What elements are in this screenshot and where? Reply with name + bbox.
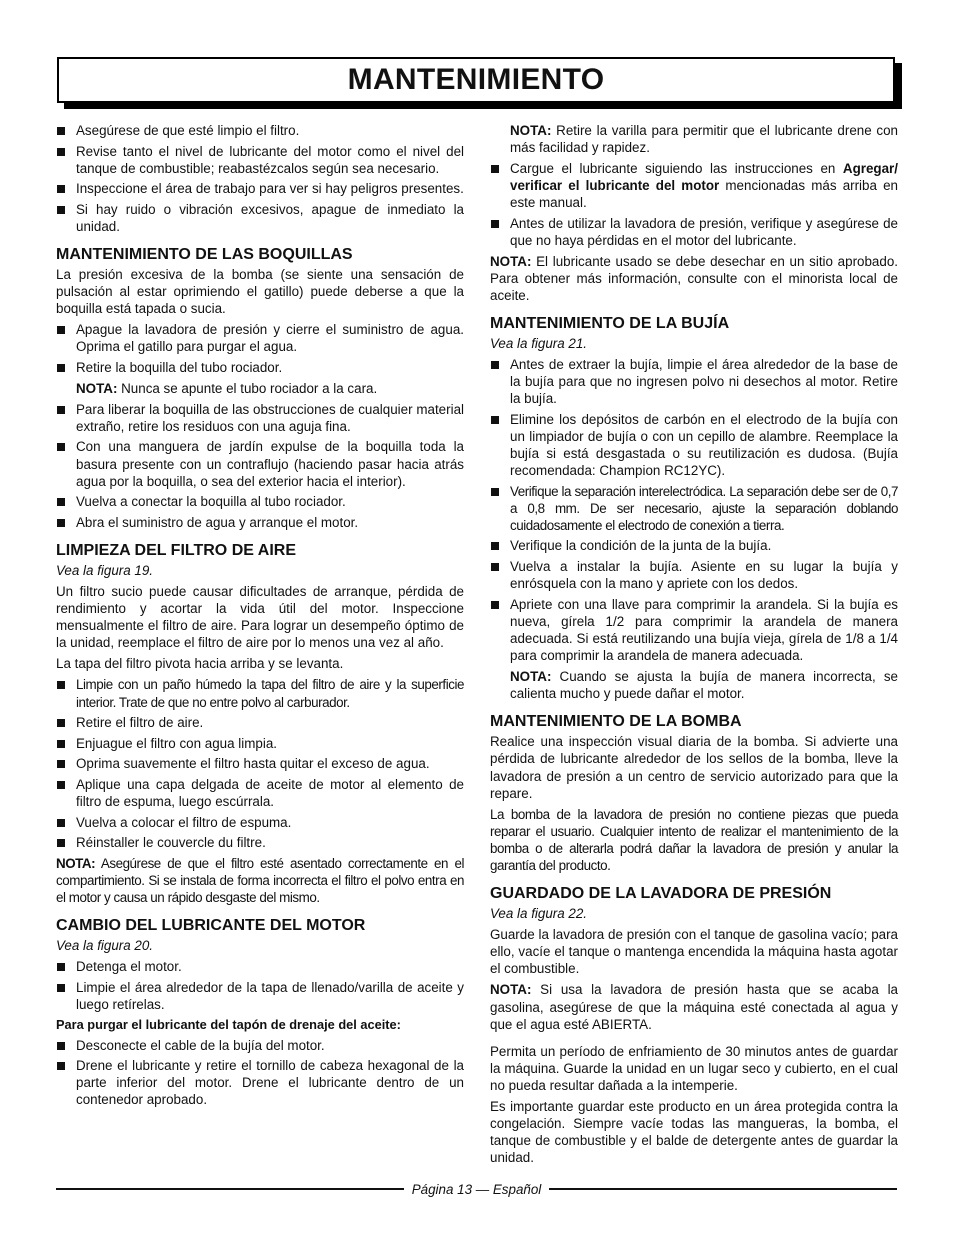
list-item: Asegúrese de que esté limpio el filtro. [56, 122, 464, 139]
spark-note [510, 668, 898, 702]
air-filter-ref: Vea la figura 19. [56, 562, 154, 578]
list-item: Antes de utilizar la lavadora de presión, verifique y asegúrese de que no haya pérdidas en el motor del lubricante. [490, 215, 898, 249]
list-item-text: Cargue el lubricante siguiendo las instrucciones en [510, 161, 843, 177]
note-text: Si usa la lavadora de presión hasta que se acaba la gasolina, asegúrese de que la máquina esté conectada al agua y que el agua esté ABIERTA. [490, 982, 898, 1032]
spark-heading: MANTENIMIENTO DE LA BUJÍA [490, 314, 730, 332]
list-item: Desconecte el cable de la bujía del motor. [56, 1037, 464, 1054]
note-text: El lubricante usado se debe desechar en un sitio aprobado. Para obtener más información, consulte con el minorista local de aceite. [490, 253, 898, 303]
oil-drain-list [56, 1037, 464, 1109]
list-item: Drene el lubricante y retire el tornillo de cabeza hexagonal de la parte inferior del motor. Drene el lubricante dentro de un contenedor aprobado. [56, 1057, 464, 1108]
oil-cont-list [490, 160, 898, 249]
list-item: Inspeccione el área de trabajo para ver si hay peligros presentes. [56, 180, 464, 197]
note-label: NOTA: [76, 381, 118, 397]
storage-heading: GUARDADO DE LA LAVADORA DE PRESIÓN [490, 885, 832, 903]
nozzle-note [76, 380, 464, 397]
note-text: Cuando se ajusta la bujía de manera incorrecta, se calienta mucho y puede dañar el motor. [510, 669, 898, 702]
list-item [490, 160, 898, 211]
right-column [490, 122, 898, 1170]
list-item: Oprima suavemente el filtro hasta quitar el exceso de agua. [56, 755, 464, 772]
note-label: NOTA: [510, 123, 552, 138]
pump-p1: Realice una inspección visual diaria de la bomba. Si advierte una pérdida de lubricante alrededor de los sellos de la bomba, lleve la lavadora de presión a un centro de servicio autorizado para que la repare. [490, 734, 898, 801]
list-item: Enjuague el filtro con agua limpia. [56, 735, 464, 752]
note-label: NOTA: [510, 669, 552, 685]
air-filter-note [56, 855, 464, 906]
air-filter-p1: Un filtro sucio puede causar dificultades de arranque, pérdida de rendimiento y acortar la vida útil del motor. Inspeccione mensualmente el filtro de aire. Para lograr un desempeño óptimo de la unidad, reemplace el filtro de aire por lo menos una vez al año. [56, 583, 464, 651]
oil-change-list [56, 958, 464, 1013]
intro-list [56, 122, 464, 235]
storage-p1: Guarde la lavadora de presión con el tanque de gasolina vacío; para ello, vacíe el tanque o mantenga encendida la máquina hasta agotar el combustible. [490, 927, 898, 977]
list-item: Réinstaller le couvercle du filtre. [56, 834, 464, 851]
list-item: Vuelva a instalar la bujía. Asiente en su lugar la bujía y enrósquela con la mano y apriete con los dedos. [490, 558, 898, 592]
list-item-text: mencionadas más arriba en este manual. [510, 178, 898, 211]
list-item: Vuelva a colocar el filtro de espuma. [56, 814, 464, 831]
list-item-text: Retire la boquilla del tubo rociador. [76, 360, 283, 376]
list-item: Aplique una capa delgada de aceite de motor al elemento de filtro de espuma, luego escúrrala. [56, 776, 464, 810]
oil-note-1 [490, 122, 898, 156]
list-item: Verifique la separación interelectródica. La separación debe ser de 0,7 a 0,8 mm. De ser necesario, ajuste la separación doblando cuidadosamente el electrodo de conexión a tierra. [490, 483, 898, 534]
pump-heading: MANTENIMIENTO DE LA BOMBA [490, 713, 742, 731]
note-label: NOTA: [56, 855, 96, 871]
footer-rule-right [549, 1188, 897, 1190]
list-item: Revise tanto el nivel de lubricante del motor como el nivel del tanque de combustible; reabastézcalos según sea necesario. [56, 143, 464, 177]
storage-p2: Permita un período de enfriamiento de 30 minutos antes de guardar la máquina. Guarde la unidad en un lugar seco y cubierto, en el cual no pueda resultar dañada a la intemperie. [490, 1043, 898, 1093]
list-item: Limpie el área alrededor de la tapa de llenado/varilla de aceite y luego retírelas. [56, 979, 464, 1013]
page-number: Página 13 — Español [411, 1181, 542, 1197]
list-item: Con una manguera de jardín expulse de la boquilla toda la basura presente con un contraflujo (haciendo pasar hacia atrás agua por la boquilla, o sea del exterior hacia el interior). [56, 438, 464, 489]
spark-ref: Vea la figura 21. [490, 335, 588, 351]
page-title-box [57, 57, 895, 103]
list-item: Retire el filtro de aire. [56, 714, 464, 731]
spark-list [490, 356, 898, 702]
oil-drain-subheading: Para purgar el lubricante del tapón de drenaje del aceite: [56, 1017, 401, 1033]
list-item: Limpie con un paño húmedo la tapa del filtro de aire y la superficie interior. Trate de que no entre polvo al carburador. [56, 676, 464, 710]
storage-ref: Vea la figura 22. [490, 906, 588, 922]
oil-note-2 [490, 253, 898, 304]
storage-note [490, 981, 898, 1032]
note-label: NOTA: [490, 253, 532, 269]
note-text: Nunca se apunte el tubo rociador a la cara. [117, 381, 378, 397]
list-item: Elimine los depósitos de carbón en el electrodo de la bujía con un limpiador de bujía o con un cepillo de alambre. Reemplace la bujía si está desgastada o su reutilización es dudosa. (Bujía recomendada: Champion RC12YC). [490, 411, 898, 479]
nozzle-heading: MANTENIMIENTO DE LAS BOQUILLAS [56, 246, 353, 264]
note-label: NOTA: [490, 982, 532, 998]
air-filter-heading: LIMPIEZA DEL FILTRO DE AIRE [56, 541, 296, 559]
page-title: MANTENIMIENTO [347, 63, 605, 96]
list-item: Antes de extraer la bujía, limpie el área alrededor de la base de la bujía para que no ingresen polvo ni desechos al motor. Retire la bujía. [490, 356, 898, 407]
list-item: Si hay ruido o vibración excesivos, apague de inmediato la unidad. [56, 201, 464, 235]
note-text: Asegúrese de que el filtro esté asentado correctamente en el compartimiento. Si se instala de forma incorrecta el filtro el polvo entra en el motor y causa un rápido desgaste del mismo. [56, 855, 464, 905]
list-item: Abra el suministro de agua y arranque el motor. [56, 514, 464, 531]
list-item [56, 359, 464, 397]
list-item: Detenga el motor. [56, 958, 464, 975]
pump-p2: La bomba de la lavadora de presión no contiene piezas que pueda reparar el usuario. Cualquier intento de realizar el mantenimiento de la bomba o de alterarla podrá dañar la lavadora de presión y anular la garantía del producto. [490, 806, 898, 873]
list-item: Verifique la condición de la junta de la bujía. [490, 537, 898, 554]
list-item-text: Apriete con una llave para comprimir la arandela. Si la bujía es nueva, gírela 1/2 para comprimir la arandela de manera adecuada. Si está reutilizando una bujía vieja, gírela de 1/8 a 1/4 para comprimir la arandela de manera adecuada. [510, 596, 898, 664]
list-item: Apague la lavadora de presión y cierre el suministro de agua. Oprima el gatillo para purgar el agua. [56, 321, 464, 355]
nozzle-list [56, 321, 464, 531]
air-filter-list [56, 676, 464, 851]
oil-change-ref: Vea la figura 20. [56, 938, 154, 954]
footer-rule-left [56, 1188, 404, 1190]
list-item: Vuelva a conectar la boquilla al tubo rociador. [56, 493, 464, 510]
note-text: Retire la varilla para permitir que el lubricante drene con más facilidad y rapidez. [510, 123, 898, 156]
air-filter-p2: La tapa del filtro pivota hacia arriba y se levanta. [56, 656, 344, 672]
nozzle-intro: La presión excesiva de la bomba (se siente una sensación de pulsación al estar oprimiendo el gatillo) puede deberse a que la boquilla está tapada o sucia. [56, 267, 464, 317]
list-item: Para liberar la boquilla de las obstrucciones de cualquier material extraño, retire los residuos con una aguja fina. [56, 401, 464, 435]
storage-p3: Es importante guardar este producto en un área protegida contra la congelación. Siempre vacíe todas las mangueras, la bomba, el tanque de combustible y el balde de detergente antes de guardar la unidad. [490, 1099, 898, 1166]
oil-change-heading: CAMBIO DEL LUBRICANTE DEL MOTOR [56, 917, 366, 935]
list-item [490, 596, 898, 703]
bold-ref: Agregar/ verificar el lubricante del motor [510, 161, 898, 194]
page-footer [56, 1181, 897, 1197]
left-column [56, 122, 464, 1112]
